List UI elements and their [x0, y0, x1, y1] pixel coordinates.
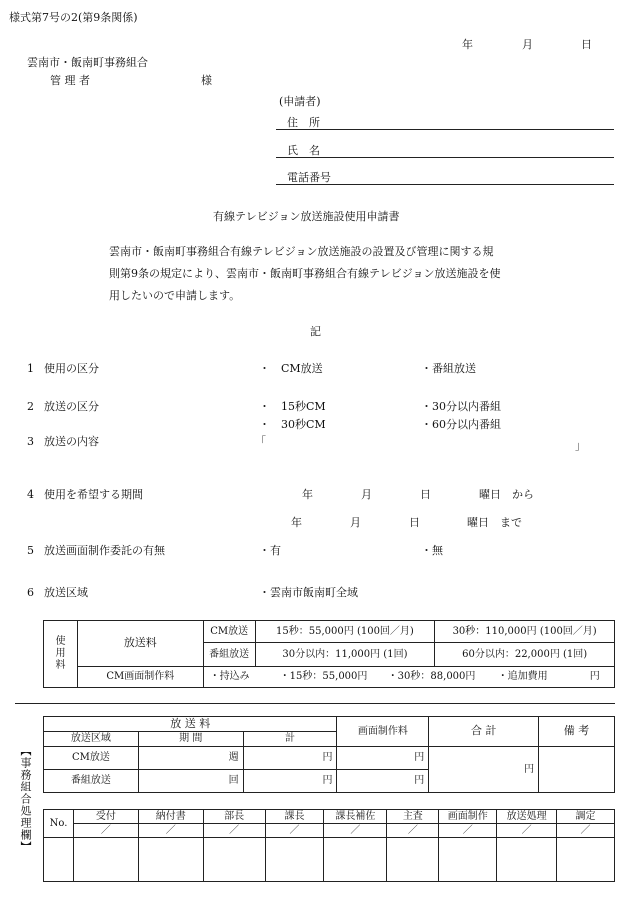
- period-from-weekday: 曜日: [479, 488, 501, 501]
- item-2-option-30s: ・ 30秒CM: [259, 418, 326, 431]
- office-remarks-cell: [539, 747, 615, 793]
- period-to-day: 日: [409, 516, 420, 529]
- office-production-fee-header: 画面制作料: [337, 717, 429, 747]
- office-row-program-yen: 円: [243, 770, 337, 793]
- item-6-num: 6: [27, 586, 34, 599]
- stamp-header-receipt: 受付: [73, 810, 138, 824]
- item-2-num: 2: [27, 400, 34, 413]
- period-to-suffix: まで: [500, 516, 522, 529]
- office-fee-header: 放 送 料: [44, 717, 337, 732]
- phone-line: [276, 184, 614, 185]
- stamp-cell: [265, 838, 324, 882]
- office-sum-yen: 円: [429, 747, 539, 793]
- office-row-program-production-yen: 円: [337, 770, 429, 793]
- stamp-cell: [439, 838, 497, 882]
- stamp-date-slash: ／: [439, 824, 497, 838]
- addressee-role: 管 理 者: [50, 74, 90, 87]
- item-1-option-cm: ・ CM放送: [259, 362, 323, 375]
- stamp-header-screen-production: 画面制作: [439, 810, 497, 824]
- stamp-date-slash: ／: [138, 824, 203, 838]
- content-close-bracket: 」: [575, 439, 586, 452]
- stamp-cell: [73, 838, 138, 882]
- office-total-header: 計: [243, 732, 337, 747]
- office-row-cm-production-yen: 円: [337, 747, 429, 770]
- applicant-phone-label: 電話番号: [287, 171, 331, 184]
- stamp-date-slash: ／: [387, 824, 439, 838]
- item-2-option-30min: ・30分以内番組: [421, 400, 501, 413]
- applicant-name-label: 氏 名: [287, 144, 320, 157]
- stamp-cell: [138, 838, 203, 882]
- stamp-header-section-chief: 課長: [265, 810, 324, 824]
- stamp-header-payment-slip: 納付書: [138, 810, 203, 824]
- item-6-value: ・雲南市飯南町全域: [259, 586, 358, 599]
- body-line-2: 則第9条の規定により、雲南市・飯南町事務組合有線テレビジョン放送施設を使: [109, 267, 501, 280]
- office-remarks-header: 備 考: [539, 717, 615, 747]
- item-4-label: 使用を希望する期間: [44, 488, 143, 501]
- office-area-header: 放送区域: [44, 732, 139, 747]
- item-5-option-no: ・無: [421, 544, 443, 557]
- item-5-option-yes: ・有: [259, 544, 281, 557]
- date-month: 月: [522, 38, 533, 51]
- period-to-month: 月: [350, 516, 361, 529]
- item-5-num: 5: [27, 544, 34, 557]
- stamp-header-supervisor: 主査: [387, 810, 439, 824]
- production-fee-label: CM画面制作料: [77, 667, 203, 688]
- stamp-date-slash: ／: [73, 824, 138, 838]
- broadcast-fee-label: 放送料: [77, 621, 203, 667]
- stamp-header-director: 部長: [203, 810, 265, 824]
- office-period-header: 期 間: [138, 732, 243, 747]
- period-from-year: 年: [302, 488, 313, 501]
- office-sum-header: 合 計: [429, 717, 539, 747]
- fee-table: [43, 620, 615, 688]
- stamp-cell: [387, 838, 439, 882]
- period-from-month: 月: [361, 488, 372, 501]
- office-row-cm-unit: 週: [138, 747, 243, 770]
- period-from-day: 日: [420, 488, 431, 501]
- item-4-num: 4: [27, 488, 34, 501]
- office-row-cm-yen: 円: [243, 747, 337, 770]
- applicant-address-label: 住 所: [287, 116, 320, 129]
- item-2-option-60min: ・60分以内番組: [421, 418, 501, 431]
- item-2-label: 放送の区分: [44, 400, 99, 413]
- period-to-weekday: 曜日: [467, 516, 489, 529]
- applicant-heading: (申請者): [279, 95, 321, 108]
- form-number: 様式第7号の2(第9条関係): [9, 11, 138, 24]
- stamp-date-slash: ／: [324, 824, 387, 838]
- stamp-cell: [497, 838, 557, 882]
- stamp-date-slash: ／: [557, 824, 615, 838]
- item-5-label: 放送画面制作委託の有無: [44, 544, 165, 557]
- fee-cm-label: CM放送: [203, 621, 255, 643]
- item-1-label: 使用の区分: [44, 362, 99, 375]
- stamp-no-label: No.: [44, 810, 74, 838]
- addressee-honorific: 様: [201, 74, 212, 87]
- production-fee-options: ・持込み ・15秒：55,000円 ・30秒：88,000円 ・追加費用 円: [203, 667, 614, 688]
- content-open-bracket: 「: [255, 435, 266, 448]
- stamp-header-deputy-chief: 課長補佐: [324, 810, 387, 824]
- stamp-date-slash: ／: [497, 824, 557, 838]
- fee-program-60min: 60分以内：22,000円 (1回): [435, 643, 615, 667]
- fee-side-label: 使用料: [44, 621, 78, 688]
- body-line-1: 雲南市・飯南町事務組合有線テレビジョン放送施設の設置及び管理に関する規: [109, 245, 494, 258]
- name-line: [276, 157, 614, 158]
- period-from-suffix: から: [512, 488, 534, 501]
- stamp-header-assessment: 調定: [557, 810, 615, 824]
- ki-mark: 記: [310, 325, 321, 338]
- stamp-header-broadcast-processing: 放送処理: [497, 810, 557, 824]
- stamp-cell: [44, 838, 74, 882]
- approval-stamp-table: [43, 809, 615, 882]
- item-2-option-15s: ・ 15秒CM: [259, 400, 326, 413]
- item-3-num: 3: [27, 435, 34, 448]
- addressee-org: 雲南市・飯南町事務組合: [27, 56, 148, 69]
- fee-program-label: 番組放送: [203, 643, 255, 667]
- fee-cm-30s: 30秒：110,000円 (100回／月): [435, 621, 615, 643]
- office-row-program-area: 番組放送: [44, 770, 139, 793]
- office-side-label: 【事務組合処理欄】: [19, 745, 32, 853]
- office-fee-table: [43, 716, 615, 793]
- item-6-label: 放送区域: [44, 586, 88, 599]
- date-year: 年: [462, 38, 473, 51]
- period-to-year: 年: [291, 516, 302, 529]
- stamp-cell: [324, 838, 387, 882]
- fee-cm-15s: 15秒：55,000円 (100回／月): [255, 621, 435, 643]
- address-line: [276, 129, 614, 130]
- stamp-cell: [203, 838, 265, 882]
- office-row-cm-area: CM放送: [44, 747, 139, 770]
- stamp-date-slash: ／: [203, 824, 265, 838]
- date-day: 日: [581, 38, 592, 51]
- document-title: 有線テレビジョン放送施設使用申請書: [213, 210, 400, 223]
- stamp-cell: [557, 838, 615, 882]
- body-line-3: 用したいので申請します。: [109, 289, 241, 302]
- fee-program-30min: 30分以内：11,000円 (1回): [255, 643, 435, 667]
- item-1-option-program: ・番組放送: [421, 362, 476, 375]
- office-row-program-unit: 回: [138, 770, 243, 793]
- office-separator: [15, 703, 615, 704]
- item-3-label: 放送の内容: [44, 435, 99, 448]
- item-1-num: 1: [27, 362, 34, 375]
- stamp-date-slash: ／: [265, 824, 324, 838]
